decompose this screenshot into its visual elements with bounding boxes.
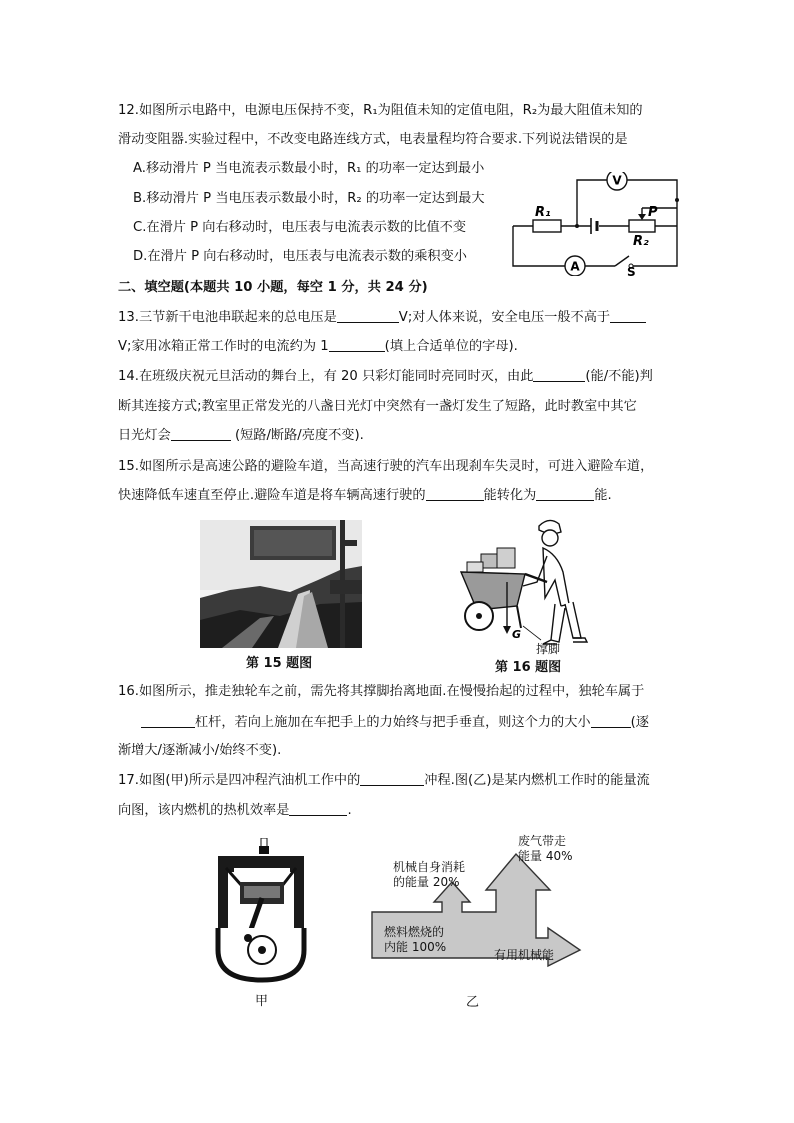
q17-text-1: 17.如图(甲)所示是四冲程汽油机工作中的 (118, 773, 361, 788)
q16-line3: 渐增大/逐渐减小/始终不变). (118, 743, 282, 758)
q17-blank-1[interactable] (360, 771, 424, 786)
q13-line1 (118, 308, 646, 328)
q16-line1: 16.如图所示，推走独轮车之前，需先将其撑脚抬离地面.在慢慢抬起的过程中，独轮车属于 (118, 684, 645, 699)
q15-line2 (118, 486, 612, 506)
wheelbarrow-figure (455, 512, 595, 652)
q12-stem-line2: 滑动变阻器.实验过程中，不改变电路连线方式，电表量程均符合要求.下列说法错误的是 (118, 132, 628, 147)
ammeter-label: A (570, 259, 580, 274)
figure-yi-caption: 乙 (466, 995, 480, 1010)
escape-lane-photo (200, 520, 362, 648)
section-heading: 二、填空题(本题共 10 小题，每空 1 分，共 24 分) (118, 280, 428, 295)
q17-line1 (118, 771, 650, 791)
q17-text-4: . (347, 803, 352, 818)
q12-stem-line1: 12.如图所示电路中，电源电压保持不变，R₁为阻值未知的定值电阻，R₂为最大阻值未知的 (118, 103, 643, 118)
q15-blank-1[interactable] (426, 486, 484, 501)
useful-energy-label: 有用机械能 (494, 948, 555, 962)
q16-text-2: 杠杆，若向上施加在车把手上的力始终与把手垂直，则这个力的大小 (195, 715, 591, 730)
figure-16-caption: 第 16 题图 (495, 660, 562, 675)
q14-line1 (118, 367, 653, 387)
q14-line2: 断其连接方式;教室里正常发光的八盏日光灯中突然有一盏灯发生了短路，此时教室中其它 (118, 399, 637, 414)
q17-text-3: 向图，该内燃机的热机效率是 (118, 803, 290, 818)
q16-text-3: (逐 (630, 715, 649, 730)
q15-text-3: 能转化为 (483, 488, 537, 503)
q13-line2 (118, 337, 518, 357)
q13-blank-1[interactable] (337, 308, 399, 323)
q13-text-1: 13.三节新干电池串联起来的总电压是 (118, 310, 337, 325)
fuel-label-2: 内能 100% (384, 940, 447, 954)
r1-label: R₁ (535, 205, 551, 220)
q16-blank-2[interactable] (591, 713, 631, 728)
figure-15-caption: 第 15 题图 (246, 656, 313, 671)
exhaust-label-2: 能量 40% (518, 849, 573, 863)
q13-blank-3[interactable] (329, 337, 385, 352)
q13-text-4: (填上合适单位的字母). (384, 339, 518, 354)
mech-loss-label-1: 机械自身消耗 (393, 860, 466, 874)
q15-line1: 15.如图所示是高速公路的避险车道，当高速行驶的汽车出现刹车失灵时，可进入避险车道， (118, 459, 654, 474)
figure-jia-caption: 甲 (255, 994, 269, 1009)
q12-option-b: B.移动滑片 P 当电压表示数最小时，R₂ 的功率一定达到最大 (133, 191, 485, 206)
q17-text-2: 冲程.图(乙)是某内燃机工作时的能量流 (424, 773, 650, 788)
q17-line2 (118, 801, 352, 821)
q13-text-2: V;对人体来说，安全电压一般不高于 (398, 310, 611, 325)
q15-text-2: 快速降低车速直至停止.避险车道是将车辆高速行驶的 (118, 488, 426, 503)
q14-text-5: (短路/断路/亮度不变). (230, 428, 364, 443)
q16-blank-1[interactable] (141, 713, 195, 728)
q13-text-3: V;家用冰箱正常工作时的电流约为 1 (118, 339, 329, 354)
q16-line2 (141, 713, 649, 733)
mech-loss-label-2: 的能量 20% (393, 875, 460, 889)
q12-circuit-diagram (505, 172, 685, 276)
r2-label: R₂ (633, 234, 649, 249)
switch-label: S (627, 265, 636, 276)
q17-blank-2[interactable] (289, 801, 347, 816)
engine-cylinder-figure (212, 838, 312, 988)
q15-blank-2[interactable] (536, 486, 594, 501)
q12-option-d: D.在滑片 P 向右移动时，电压表与电流表示数的乘积变小 (133, 249, 467, 264)
gravity-label: G (512, 628, 522, 641)
voltmeter-label: V (612, 173, 622, 188)
q14-text-2: (能/不能)判 (585, 369, 653, 384)
q12-option-a: A.移动滑片 P 当电流表示数最小时，R₁ 的功率一定达到最小 (133, 161, 485, 176)
q14-text-1: 14.在班级庆祝元旦活动的舞台上，有 20 只彩灯能同时亮同时灭，由此 (118, 369, 534, 384)
q14-blank-2[interactable] (171, 426, 231, 441)
fuel-label-1: 燃料燃烧的 (384, 925, 445, 939)
q14-line3 (118, 426, 364, 446)
q14-text-4: 日光灯会 (118, 428, 171, 443)
q12-option-c: C.在滑片 P 向右移动时，电压表与电流表示数的比值不变 (133, 220, 467, 235)
q13-blank-2[interactable] (610, 308, 646, 323)
slider-label: P (648, 205, 658, 220)
q15-text-4: 能. (594, 488, 612, 503)
q14-blank-1[interactable] (533, 367, 585, 382)
exhaust-label-1: 废气带走 (518, 834, 567, 848)
stand-label: 撑脚 (536, 642, 561, 656)
